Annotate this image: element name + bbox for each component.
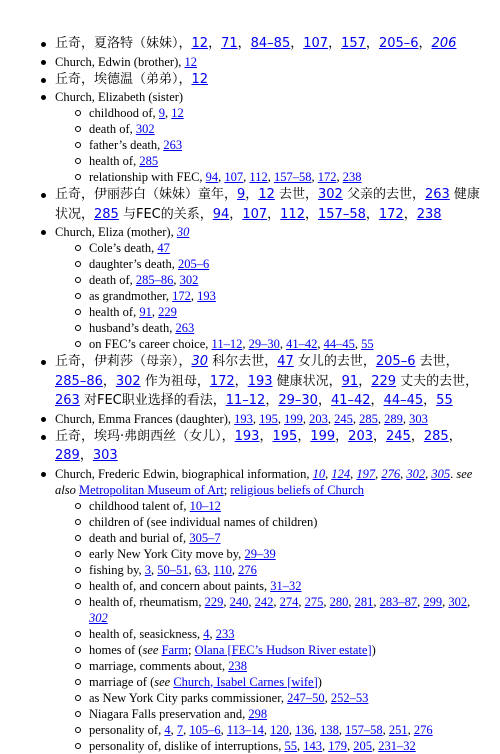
sub-entry bbox=[89, 121, 482, 137]
entry-text: ， bbox=[265, 393, 279, 408]
page-reference-link[interactable]: 238 bbox=[228, 658, 247, 673]
page-reference-link[interactable]: 245 bbox=[386, 428, 411, 444]
page-reference-link[interactable]: 63 bbox=[194, 562, 208, 577]
sub-entry bbox=[89, 674, 482, 690]
page-reference-link[interactable]: 229 bbox=[204, 594, 224, 609]
entry-text: ， bbox=[245, 187, 259, 202]
page-reference-link[interactable]: 302 bbox=[318, 187, 343, 202]
entry-text: 丈夫的去世， bbox=[396, 373, 479, 389]
sub-entry: childhood of, 9, 12 bbox=[89, 105, 482, 121]
entry-text: 健康状况， bbox=[55, 187, 480, 222]
sub-entry bbox=[89, 320, 482, 336]
sub-entry: on FEC’s career choice, 11–12, 29–30, 41–42, 44–45, 55 bbox=[89, 336, 482, 352]
page-reference-link[interactable]: 136 bbox=[295, 722, 314, 737]
sub-entry bbox=[89, 153, 482, 169]
index-entry bbox=[55, 54, 482, 70]
page-reference-link[interactable]: 12 bbox=[171, 106, 184, 120]
page-reference-link[interactable]: 138 bbox=[320, 722, 339, 737]
page-reference-link[interactable]: 289 bbox=[55, 448, 80, 463]
page-reference-link[interactable]: 120 bbox=[270, 722, 289, 737]
page-reference-link[interactable]: 283–87 bbox=[379, 594, 418, 609]
sub-entry: as New York City parks commissioner, 247–50, 252–53 bbox=[89, 690, 482, 706]
entry-heading: marriage, comments about, bbox=[89, 658, 229, 673]
entry-text: ; bbox=[187, 642, 195, 657]
entry-heading: health of, bbox=[89, 154, 140, 168]
index-list bbox=[55, 34, 482, 754]
index-entry: Church, Emma Frances (daughter), 193, 195, 199, 203, 245, 285, 289, 303 bbox=[55, 411, 482, 427]
page-reference-link[interactable]: 206 bbox=[431, 36, 457, 51]
page-reference-link[interactable]: 305 bbox=[431, 466, 451, 481]
sub-entry-list bbox=[55, 105, 482, 185]
page-reference-link[interactable]: 10 bbox=[312, 466, 326, 481]
page-reference-link[interactable]: 199 bbox=[284, 411, 303, 426]
page-reference-link[interactable]: 299 bbox=[423, 594, 443, 609]
entry-text: 作为祖母， bbox=[140, 373, 210, 389]
entry-heading: death of, bbox=[89, 122, 136, 136]
sub-entry: personality of, 4, 7, 105–6, 113–14, 120, 136, 138, 157–58, 251, 276 bbox=[89, 722, 482, 738]
page-reference-link[interactable]: Farm bbox=[161, 642, 188, 657]
entry-text: ， bbox=[370, 393, 384, 408]
page-reference-link[interactable]: 193 bbox=[234, 411, 253, 426]
page-reference-link[interactable]: 9 bbox=[237, 187, 246, 202]
entry-heading: health of, seasickness, bbox=[89, 626, 204, 641]
page-reference-link[interactable]: 305–7 bbox=[189, 530, 221, 545]
page-reference-link[interactable]: 276 bbox=[238, 562, 257, 577]
page-reference-link[interactable]: 29–30 bbox=[248, 337, 280, 351]
entry-text: Church, Frederic Edwin, biographical information, bbox=[55, 466, 313, 481]
entry-heading: childhood talent of, bbox=[89, 498, 190, 513]
page-reference-link[interactable]: 193 bbox=[247, 373, 273, 389]
entry-text: 父亲的去世， bbox=[342, 187, 425, 202]
page-reference-link[interactable]: 195 bbox=[272, 428, 298, 444]
page-reference-link[interactable]: 263 bbox=[55, 393, 80, 408]
see-also-label: see also bbox=[55, 466, 473, 497]
page-reference-link[interactable]: 29–39 bbox=[244, 546, 276, 561]
index-entry: 丘奇，埃玛·弗朗西丝（女儿），193，195，199，203，245，285，289，303 bbox=[55, 427, 482, 466]
entry-text: 女儿的去世， bbox=[293, 354, 376, 369]
page-reference-link[interactable]: 263 bbox=[424, 187, 450, 202]
page-reference-link[interactable]: 199 bbox=[310, 428, 336, 444]
page-reference-link[interactable]: 44–45 bbox=[383, 393, 424, 408]
index-entry bbox=[55, 466, 482, 754]
entry-text: ， bbox=[365, 206, 379, 222]
page-reference-link[interactable]: 205–6 bbox=[378, 36, 419, 51]
page-reference-link[interactable]: 263 bbox=[163, 138, 183, 152]
page-reference-link[interactable]: 157 bbox=[341, 36, 366, 51]
entry-text: ， bbox=[304, 206, 318, 222]
page-reference-link[interactable]: 203 bbox=[309, 411, 328, 426]
page-reference-link[interactable]: 229 bbox=[158, 305, 177, 319]
index-entry bbox=[55, 89, 482, 185]
page-reference-link[interactable]: 229 bbox=[371, 373, 397, 389]
entry-heading: death and burial of, bbox=[89, 530, 190, 545]
sub-entry-list bbox=[55, 498, 482, 754]
entry-heading: children of (see individual names of children) bbox=[89, 514, 318, 529]
entry-text: ， bbox=[403, 206, 417, 222]
page-reference-link[interactable]: 30 bbox=[176, 225, 190, 239]
sub-entry: health of, 91, 229 bbox=[89, 304, 482, 320]
entry-heading: Church, Emma Frances (daughter), bbox=[55, 411, 235, 426]
entry-text: ， bbox=[423, 393, 437, 408]
entry-heading: Cole’s death, bbox=[89, 241, 158, 255]
entry-text: ， bbox=[229, 206, 243, 222]
page-reference-link[interactable]: 172 bbox=[209, 373, 235, 389]
page-reference-link[interactable]: 50–51 bbox=[157, 562, 189, 577]
sub-entry: relationship with FEC, 94, 107, 112, 157–58, 172, 238 bbox=[89, 169, 482, 185]
page-reference-link[interactable]: 247–50 bbox=[287, 690, 325, 705]
page-reference-link[interactable]: 10–12 bbox=[189, 498, 221, 513]
entry-text: 丘奇，伊莉莎（母亲）， bbox=[55, 354, 192, 369]
see-also-label: see bbox=[154, 674, 171, 689]
page-reference-link[interactable]: 11–12 bbox=[225, 393, 266, 408]
entry-text: ， bbox=[102, 373, 116, 389]
entry-heading: health of, and concern about paints, bbox=[89, 578, 271, 593]
sub-entry: as grandmother, 172, 193 bbox=[89, 288, 482, 304]
page-reference-link[interactable]: religious beliefs of Church bbox=[230, 482, 365, 497]
sub-entry: death of, 285–86, 302 bbox=[89, 272, 482, 288]
sub-entry bbox=[89, 256, 482, 272]
page-reference-link[interactable]: 113–14 bbox=[226, 722, 264, 737]
entry-text: , bbox=[325, 466, 332, 481]
see-also-label: see bbox=[142, 642, 159, 657]
sub-entry bbox=[89, 658, 482, 674]
entry-text: 与FEC的关系， bbox=[118, 206, 213, 222]
page-reference-link[interactable]: 112 bbox=[249, 170, 268, 184]
sub-entry: health of, seasickness, 4, 233 bbox=[89, 626, 482, 642]
entry-heading: death of, bbox=[89, 273, 136, 287]
entry-heading: Niagara Falls preservation and, bbox=[89, 706, 249, 721]
page-reference-link[interactable]: 263 bbox=[175, 321, 195, 335]
entry-heading: personality of, bbox=[89, 722, 165, 737]
entry-heading: husband’s death, bbox=[89, 321, 176, 335]
page-reference-link[interactable]: 4 bbox=[203, 626, 210, 641]
page-reference-link[interactable]: 47 bbox=[157, 241, 170, 255]
sub-entry bbox=[89, 137, 482, 153]
page-reference-link[interactable]: 84–85 bbox=[250, 36, 291, 51]
index-entry bbox=[55, 352, 482, 411]
page-reference-link[interactable]: 11–12 bbox=[211, 337, 243, 351]
page-reference-link[interactable]: 245 bbox=[334, 411, 353, 426]
entry-heading: early New York City move by, bbox=[89, 546, 245, 561]
entry-heading: Church, Elizabeth (sister) bbox=[55, 90, 184, 104]
sub-entry: health of, rheumatism, 229, 240, 242, 274, 275, 280, 281, 283–87, 299, 302, 302 bbox=[89, 594, 482, 626]
page-reference-link[interactable]: 252–53 bbox=[330, 690, 369, 705]
page-reference-link[interactable]: 107 bbox=[303, 36, 329, 51]
page-reference-link[interactable]: 7 bbox=[176, 722, 184, 737]
entry-heading: personality of, dislike of interruptions, bbox=[89, 738, 285, 753]
entry-text: ， bbox=[358, 373, 372, 389]
page-reference-link[interactable]: 12 bbox=[191, 36, 209, 51]
page-reference-link[interactable]: 55 bbox=[284, 738, 297, 753]
entry-text: , bbox=[400, 466, 407, 481]
page-reference-link[interactable]: 280 bbox=[329, 594, 349, 609]
entry-heading: 丘奇，夏洛特（妹妹）， bbox=[55, 36, 192, 51]
sub-entry: fishing by, 3, 50–51, 63, 110, 276 bbox=[89, 562, 482, 578]
page-reference-link[interactable]: 240 bbox=[229, 594, 249, 609]
entry-heading: Church, Edwin (brother), bbox=[55, 54, 185, 69]
index-entry bbox=[55, 185, 482, 224]
index-entry bbox=[55, 70, 482, 90]
page-reference-link[interactable]: 41–42 bbox=[286, 337, 318, 351]
entry-heading: 丘奇，埃玛·弗朗西丝（女儿）， bbox=[55, 428, 235, 444]
page-reference-link[interactable]: 157–58 bbox=[345, 722, 383, 737]
entry-text: 科尔去世， bbox=[208, 354, 278, 369]
entry-heading: daughter’s death, bbox=[89, 257, 178, 271]
sub-entry bbox=[89, 706, 482, 722]
entry-text: , bbox=[425, 466, 432, 481]
sub-entry bbox=[89, 578, 482, 594]
page-reference-link[interactable]: 29–30 bbox=[278, 393, 318, 408]
page-reference-link[interactable]: 172 bbox=[172, 289, 191, 303]
page-reference-link[interactable]: 112 bbox=[280, 206, 305, 222]
page-reference-link[interactable]: 302 bbox=[135, 122, 155, 136]
page-reference-link[interactable]: 94 bbox=[212, 206, 230, 222]
page-reference-link[interactable]: 193 bbox=[234, 428, 260, 444]
page-reference-link[interactable]: 107 bbox=[242, 206, 268, 222]
sub-entry: personality of, dislike of interruptions, 55, 143, 179, 205, 231–32 bbox=[89, 738, 482, 754]
entry-text: ; bbox=[223, 482, 231, 497]
page-reference-link[interactable]: 12 bbox=[258, 187, 275, 202]
page-reference-link[interactable]: 91 bbox=[341, 373, 359, 389]
entry-heading: as New York City parks commissioner, bbox=[89, 690, 288, 705]
entry-text: marriage of ( bbox=[89, 674, 155, 689]
page-reference-link[interactable]: 285–86 bbox=[135, 273, 174, 287]
page-reference-link[interactable]: 238 bbox=[342, 170, 362, 184]
page-reference-link[interactable]: 55 bbox=[436, 393, 453, 408]
page-reference-link[interactable]: 302 bbox=[115, 373, 141, 389]
entry-text: 去世， bbox=[274, 187, 318, 202]
entry-text: , bbox=[375, 466, 382, 481]
page-reference-link[interactable]: 44–45 bbox=[323, 337, 355, 351]
page-reference-link[interactable]: Metropolitan Museum of Art bbox=[78, 482, 224, 497]
entry-heading: Church, Eliza (mother), bbox=[55, 225, 177, 239]
page-reference-link[interactable]: 197 bbox=[356, 466, 376, 481]
page-reference-link[interactable]: Church, Isabel Carnes [wife] bbox=[173, 674, 318, 689]
page-reference-link[interactable]: 12 bbox=[184, 54, 197, 69]
page-reference-link[interactable]: 275 bbox=[304, 594, 324, 609]
page-reference-link[interactable]: 4 bbox=[164, 722, 171, 737]
page-reference-link[interactable]: 31–32 bbox=[270, 578, 302, 593]
sub-entry bbox=[89, 642, 482, 658]
entry-text: homes of ( bbox=[89, 642, 143, 657]
entry-text: ， bbox=[317, 393, 331, 408]
sub-entry bbox=[89, 514, 482, 530]
page-reference-link[interactable]: 302 bbox=[89, 610, 108, 625]
page-reference-link[interactable]: 41–42 bbox=[330, 393, 371, 408]
entry-heading: fishing by, bbox=[89, 562, 145, 577]
page-reference-link[interactable]: 274 bbox=[279, 594, 299, 609]
index-entry: 丘奇，夏洛特（妹妹），12，71，84–85，107，157，205–6，206 bbox=[55, 34, 482, 54]
index-entry bbox=[55, 224, 482, 352]
entry-heading: as grandmother, bbox=[89, 289, 173, 303]
page-reference-link[interactable]: 205–6 bbox=[177, 257, 210, 271]
page-reference-link[interactable]: 124 bbox=[331, 466, 351, 481]
page-reference-link[interactable]: 238 bbox=[416, 206, 442, 222]
page-reference-link[interactable]: 157–58 bbox=[318, 206, 366, 222]
page-reference-link[interactable]: 203 bbox=[348, 428, 373, 444]
sub-entry bbox=[89, 498, 482, 514]
entry-heading: relationship with FEC, bbox=[89, 170, 206, 184]
page-reference-link[interactable]: 303 bbox=[409, 411, 428, 426]
page-reference-link[interactable]: 276 bbox=[381, 466, 401, 481]
page-reference-link[interactable]: 251 bbox=[388, 722, 408, 737]
page-reference-link[interactable]: 179 bbox=[328, 738, 347, 753]
page-reference-link[interactable]: 205–6 bbox=[375, 354, 416, 369]
entry-heading: father’s death, bbox=[89, 138, 164, 152]
page-reference-link[interactable]: 172 bbox=[317, 170, 337, 184]
page-reference-link[interactable]: 302 bbox=[448, 594, 468, 609]
entry-text: ， bbox=[234, 373, 248, 389]
entry-text: ) bbox=[317, 674, 322, 689]
page-reference-link[interactable]: 172 bbox=[378, 206, 404, 222]
page-reference-link[interactable]: 71 bbox=[221, 36, 238, 51]
entry-text: , bbox=[350, 466, 357, 481]
page-reference-link[interactable]: 157–58 bbox=[273, 170, 312, 184]
entry-text: ) bbox=[371, 642, 376, 657]
page-reference-link[interactable]: 12 bbox=[191, 71, 209, 87]
page-reference-link[interactable]: 30 bbox=[191, 354, 209, 369]
page-reference-link[interactable]: 193 bbox=[197, 289, 216, 303]
page-reference-link[interactable]: 231–32 bbox=[378, 738, 416, 753]
entry-text: 去世， bbox=[415, 354, 459, 369]
entry-text: ， bbox=[267, 206, 281, 222]
page-reference-link[interactable]: 302 bbox=[406, 466, 426, 481]
entry-heading: on FEC’s career choice, bbox=[89, 337, 212, 351]
page-reference-link[interactable]: 55 bbox=[361, 337, 374, 351]
page-reference-link[interactable]: 91 bbox=[139, 305, 152, 319]
page-reference-link[interactable]: 302 bbox=[179, 273, 199, 287]
sub-entry bbox=[89, 240, 482, 256]
page-reference-link[interactable]: 233 bbox=[215, 626, 235, 641]
page-reference-link[interactable]: 281 bbox=[354, 594, 374, 609]
entry-text: . bbox=[450, 466, 457, 481]
page-reference-link[interactable]: 285 bbox=[94, 206, 119, 222]
sub-entry bbox=[89, 530, 482, 546]
entry-text: 对FEC职业选择的看法， bbox=[79, 393, 226, 408]
page-reference-link[interactable]: 285 bbox=[139, 154, 159, 168]
page-reference-link[interactable]: 276 bbox=[413, 722, 433, 737]
entry-text: 丘奇，伊丽莎白（妹妹）童年， bbox=[55, 187, 238, 202]
sub-entry-list bbox=[55, 240, 482, 352]
page-reference-link[interactable]: 298 bbox=[248, 706, 268, 721]
entry-heading: health of, bbox=[89, 305, 140, 319]
entry-heading: childhood of, bbox=[89, 106, 159, 120]
page-reference-link[interactable]: 205 bbox=[353, 738, 372, 753]
page-reference-link[interactable]: 3 bbox=[144, 562, 152, 577]
page-reference-link[interactable]: 289 bbox=[384, 411, 403, 426]
page-reference-link[interactable]: 285 bbox=[359, 411, 378, 426]
page-reference-link[interactable]: 105–6 bbox=[189, 722, 221, 737]
entry-heading: 丘奇，埃德温（弟弟）， bbox=[55, 71, 192, 87]
page-reference-link[interactable]: 107 bbox=[224, 170, 244, 184]
page-reference-link[interactable]: 285 bbox=[423, 428, 449, 444]
page-reference-link[interactable]: 242 bbox=[254, 594, 274, 609]
page-reference-link[interactable]: Olana [FEC’s Hudson River estate] bbox=[194, 642, 372, 657]
page-reference-link[interactable]: 110 bbox=[213, 562, 232, 577]
page-reference-link[interactable]: 143 bbox=[303, 738, 322, 753]
page-reference-link[interactable]: 94 bbox=[205, 170, 219, 184]
page-reference-link[interactable]: 303 bbox=[92, 448, 118, 463]
entry-text: 健康状况， bbox=[272, 373, 342, 389]
entry-heading: health of, rheumatism, bbox=[89, 594, 205, 609]
page-reference-link[interactable]: 47 bbox=[277, 354, 294, 369]
page-reference-link[interactable]: 285–86 bbox=[55, 373, 103, 389]
sub-entry bbox=[89, 546, 482, 562]
page-reference-link[interactable]: 9 bbox=[158, 106, 166, 120]
page-reference-link[interactable]: 195 bbox=[259, 411, 278, 426]
